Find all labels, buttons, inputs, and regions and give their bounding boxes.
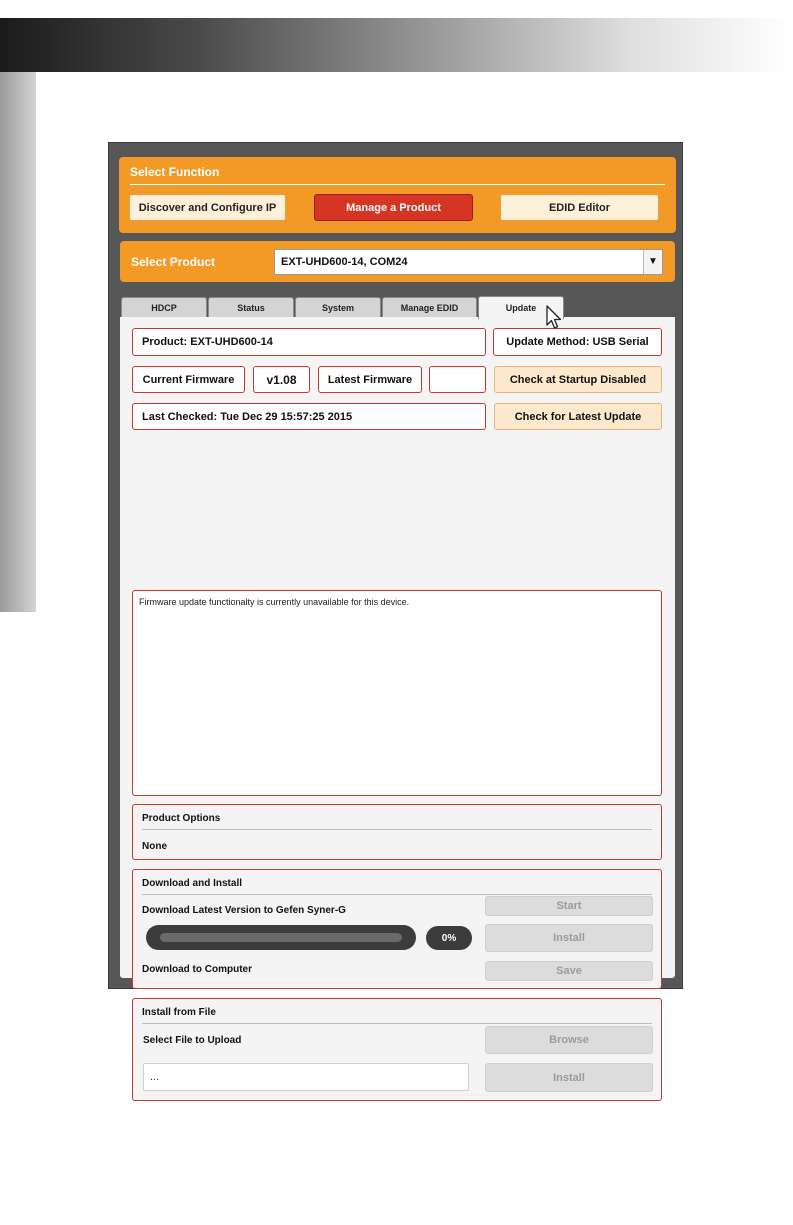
- select-function-panel: [119, 157, 676, 233]
- download-install-section: [132, 869, 662, 989]
- current-firmware-value: v1.08: [253, 366, 310, 393]
- firmware-message-area[interactable]: [132, 590, 662, 796]
- tab-system[interactable]: System: [295, 297, 381, 318]
- dropdown-arrow-icon[interactable]: ▼: [643, 250, 662, 274]
- select-function-title: Select Function: [130, 165, 220, 179]
- check-latest-update-button[interactable]: Check for Latest Update: [494, 403, 662, 430]
- tab-hdcp[interactable]: HDCP: [121, 297, 207, 318]
- product-name-box: Product: EXT-UHD600-14: [132, 328, 486, 356]
- firmware-message-text: Firmware update functionalty is currently unavailable for this device.: [139, 597, 410, 607]
- edid-editor-button[interactable]: EDID Editor: [500, 194, 659, 221]
- save-button[interactable]: Save: [485, 961, 653, 981]
- latest-firmware-value: [429, 366, 486, 393]
- discover-configure-ip-button[interactable]: Discover and Configure IP: [129, 194, 286, 221]
- page-header-bar: [0, 18, 793, 72]
- latest-firmware-label: Latest Firmware: [318, 366, 422, 393]
- tab-manage-edid[interactable]: Manage EDID: [382, 297, 477, 318]
- select-file-label: Select File to Upload: [143, 1035, 242, 1046]
- install-button[interactable]: Install: [485, 924, 653, 952]
- select-product-label: Select Product: [131, 255, 216, 269]
- tab-update[interactable]: Update: [478, 296, 564, 319]
- tab-status[interactable]: Status: [208, 297, 294, 318]
- product-options-section: [132, 804, 662, 860]
- file-path-input[interactable]: ...: [143, 1063, 469, 1091]
- update-method-box: Update Method: USB Serial: [493, 328, 662, 356]
- start-button[interactable]: Start: [485, 896, 653, 916]
- update-tab-content: [120, 317, 675, 1084]
- download-latest-label: Download Latest Version to Gefen Syner-G: [142, 905, 346, 916]
- progress-percent-label: 0%: [426, 926, 472, 950]
- install-from-file-section: [132, 998, 662, 1101]
- install-from-file-title: Install from File: [142, 1007, 216, 1018]
- install-from-file-button[interactable]: Install: [485, 1063, 653, 1092]
- app-window: [108, 142, 683, 1084]
- last-checked-box: Last Checked: Tue Dec 29 15:57:25 2015: [132, 403, 486, 430]
- download-install-divider: [142, 894, 652, 895]
- browse-button[interactable]: Browse: [485, 1026, 653, 1054]
- check-at-startup-button[interactable]: Check at Startup Disabled: [494, 366, 662, 393]
- download-to-computer-label: Download to Computer: [142, 964, 252, 975]
- download-install-title: Download and Install: [142, 878, 243, 889]
- install-from-file-divider: [142, 1023, 652, 1024]
- current-firmware-label: Current Firmware: [132, 366, 245, 393]
- manage-product-button[interactable]: Manage a Product: [314, 194, 473, 221]
- select-product-panel: [120, 241, 675, 282]
- mouse-cursor-icon: [545, 304, 565, 332]
- download-progress-bar: [146, 925, 416, 950]
- product-select-value: EXT-UHD600-14, COM24: [281, 256, 408, 268]
- page-side-strip: [0, 72, 36, 612]
- product-options-value: None: [142, 841, 167, 852]
- product-options-title: Product Options: [142, 813, 221, 824]
- product-options-divider: [142, 829, 652, 830]
- product-select[interactable]: [274, 249, 663, 275]
- progress-track: [160, 933, 402, 942]
- select-function-divider: [130, 184, 665, 185]
